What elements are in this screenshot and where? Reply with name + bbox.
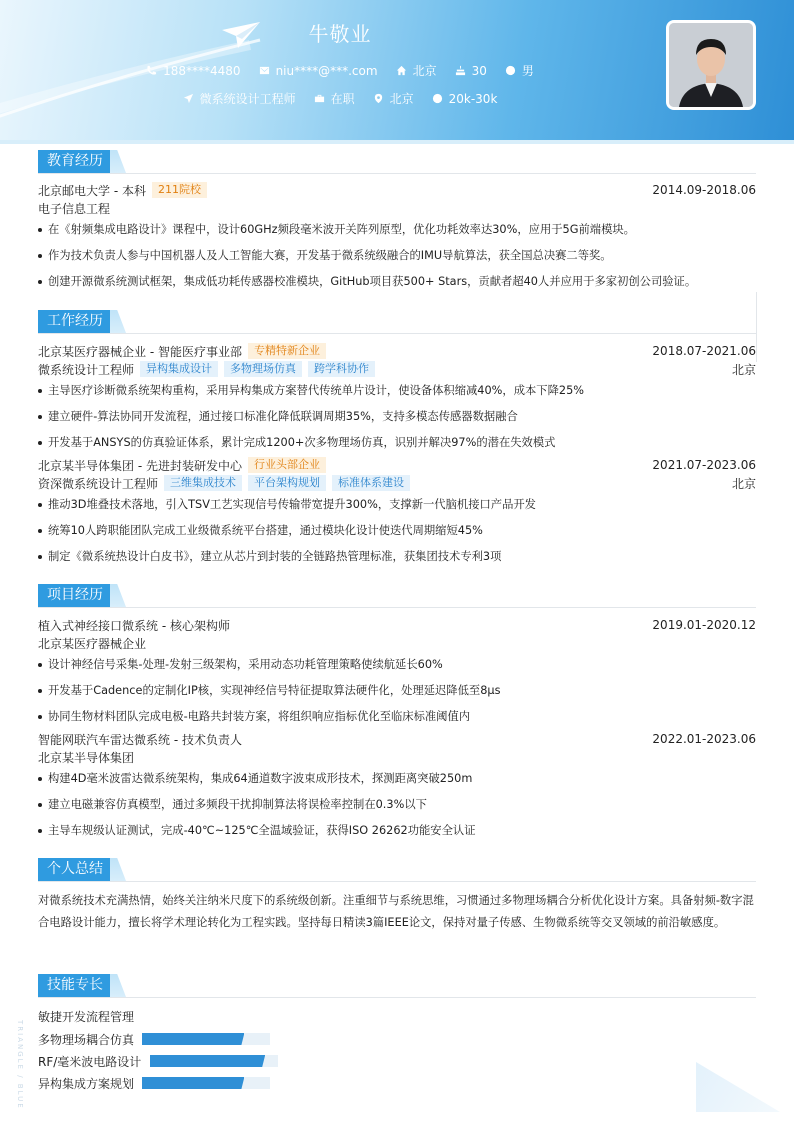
section-title-tail xyxy=(110,858,126,881)
section-title-label: 项目经历 xyxy=(38,584,112,607)
age-text: 30 xyxy=(471,63,487,78)
money-icon xyxy=(432,93,443,104)
school-name: 北京邮电大学 - 本科 xyxy=(38,183,146,198)
gender-info xyxy=(505,62,534,79)
salary-text: 20k-30k xyxy=(448,91,498,106)
role-tag: 跨学科协作 xyxy=(308,361,375,377)
skill-name: 多物理场耦合仿真 xyxy=(38,1032,135,1047)
skill-bar xyxy=(150,1055,278,1067)
job-bullets xyxy=(38,492,756,570)
summary-section xyxy=(38,858,756,934)
section-title xyxy=(38,974,756,998)
candidate-name: 牛敬业 xyxy=(308,22,372,46)
skill-item xyxy=(38,1050,399,1072)
position-info xyxy=(183,90,296,107)
job-location: 北京 xyxy=(731,476,756,491)
project-bullets xyxy=(38,766,756,844)
list-item: 创建开源微系统测试框架，集成低功耗传感器校准模块，GitHub项目获500+ Stars，贡献者超40人并应用于多家初创公司验证。 xyxy=(38,269,756,295)
status-info xyxy=(314,90,355,107)
section-title-label: 个人总结 xyxy=(38,858,112,881)
list-item: 开发基于Cadence的定制化IP核，实现神经信号特征提取算法硬件化，处理延迟降低至8μs xyxy=(38,678,756,704)
list-item: 建立硬件-算法协同开发流程，通过接口标准化降低联调周期35%，支持多模态传感器数据融合 xyxy=(38,404,756,430)
section-title-tail xyxy=(110,310,126,333)
send-icon xyxy=(183,93,194,104)
resume-header xyxy=(0,0,794,140)
skill-item xyxy=(38,1072,399,1094)
company-name: 北京某医疗器械企业 - 智能医疗事业部 xyxy=(38,344,242,359)
skill-name: RF/毫米波电路设计 xyxy=(38,1054,142,1069)
company-tag: 行业头部企业 xyxy=(248,457,326,473)
section-title xyxy=(38,150,756,174)
project-head xyxy=(38,616,756,634)
project-org: 北京某半导体集团 xyxy=(38,750,135,765)
skill-bar xyxy=(142,1077,270,1089)
major: 电子信息工程 xyxy=(38,201,111,216)
side-watermark-text: TRIANGLE / BLUE xyxy=(16,1020,24,1110)
phone-info xyxy=(146,62,240,79)
location-pin-icon xyxy=(373,93,384,104)
school-tag: 211院校 xyxy=(152,182,207,198)
project-org: 北京某医疗器械企业 xyxy=(38,636,147,651)
list-item: 协同生物材料团队完成电极-电路共封装方案，将组织响应指标优化至临床标准阈值内 xyxy=(38,704,756,730)
age-info xyxy=(455,62,487,79)
list-item: 主导车规级认证测试，完成-40℃~125℃全温域验证，获得ISO 26262功能安全认证 xyxy=(38,818,756,844)
position-text: 微系统设计工程师 xyxy=(199,92,296,106)
list-item: 设计神经信号采集-处理-发射三级架构，采用动态功耗管理策略使续航延长60% xyxy=(38,652,756,678)
list-item: 统筹10人跨职能团队完成工业级微系统平台搭建，通过模块化设计使迭代周期缩短45% xyxy=(38,518,756,544)
project-name: 植入式神经接口微系统 - 核心架构师 xyxy=(38,618,230,633)
section-title-tail xyxy=(110,584,126,607)
city-text: 北京 xyxy=(412,64,437,78)
summary-text: 对微系统技术充满热情，始终关注纳米尺度下的系统级创新。注重细节与系统思维，习惯通过多物理场耦合分析优化设计方案。具备射频-数字混合电路设计能力，擅长将学术理论转化为工程实践。坚持每日精读3篇IEEE论文，保持对量子传感、生物微系统等交叉领域的前沿敏感度。 xyxy=(38,894,754,929)
role-tag: 标准体系建设 xyxy=(332,475,410,491)
job-entry xyxy=(38,456,756,570)
contact-row xyxy=(0,62,680,79)
work-section xyxy=(38,310,756,570)
list-item: 构建4D毫米波雷达微系统架构，集成64通道数字波束成形技术，探测距离突破250m xyxy=(38,766,756,792)
email-text: niu****@***.com xyxy=(275,63,378,78)
skill-bar xyxy=(142,1033,270,1045)
job-location: 北京 xyxy=(731,362,756,377)
education-major-row xyxy=(38,199,756,217)
status-text: 在职 xyxy=(330,92,355,106)
phone-icon xyxy=(146,65,157,76)
project-entry xyxy=(38,730,756,844)
job-period: 2021.07-2023.06 xyxy=(652,458,756,472)
list-item: 主导医疗诊断微系统架构重构，采用异构集成方案替代传统单片设计，使设备体积缩减40%，成本下降25% xyxy=(38,378,756,404)
divider-line xyxy=(756,292,757,362)
company-name: 北京某半导体集团 - 先进封装研发中心 xyxy=(38,458,242,473)
education-period: 2014.09-2018.06 xyxy=(652,183,756,197)
section-title xyxy=(38,858,756,882)
gender-text: 男 xyxy=(521,64,534,78)
skill-bar-fill xyxy=(142,1033,244,1045)
job-role-row xyxy=(38,360,756,378)
section-title-label: 工作经历 xyxy=(38,310,112,333)
role-tag: 多物理场仿真 xyxy=(224,361,302,377)
job-role: 资深微系统设计工程师 xyxy=(38,476,159,491)
section-title xyxy=(38,584,756,608)
home-icon xyxy=(396,65,407,76)
list-item: 推动3D堆叠技术落地，引入TSV工艺实现信号传输带宽提升300%，支撑新一代脑机接口产品开发 xyxy=(38,492,756,518)
role-tag: 平台架构规划 xyxy=(248,475,326,491)
project-bullets xyxy=(38,652,756,730)
job-role: 微系统设计工程师 xyxy=(38,362,135,377)
salary-info xyxy=(432,90,498,107)
project-name: 智能网联汽车雷达微系统 - 技术负责人 xyxy=(38,732,242,747)
job-intent-row xyxy=(0,90,680,107)
target-city-info xyxy=(373,90,414,107)
job-bullets xyxy=(38,378,756,456)
education-entry-head xyxy=(38,181,756,199)
gender-icon xyxy=(505,65,516,76)
job-head xyxy=(38,342,756,360)
project-period: 2019.01-2020.12 xyxy=(652,618,756,632)
skill-grid xyxy=(38,1028,756,1094)
skill-bar-fill xyxy=(150,1055,265,1067)
skill-name: 异构集成方案规划 xyxy=(38,1076,135,1091)
company-tag: 专精特新企业 xyxy=(248,343,326,359)
avatar xyxy=(666,20,756,110)
section-title xyxy=(38,310,756,334)
list-item: 在《射频集成电路设计》课程中，设计60GHz频段毫米波开关阵列原型，优化功耗效率达30%，应用于5G前端模块。 xyxy=(38,217,756,243)
mail-icon xyxy=(259,65,270,76)
list-item: 作为技术负责人参与中国机器人及人工智能大赛，开发基于微系统级融合的IMU导航算法，获全国总决赛二等奖。 xyxy=(38,243,756,269)
job-head xyxy=(38,456,756,474)
cake-icon xyxy=(455,65,466,76)
skill-bar-fill xyxy=(142,1077,244,1089)
project-org-row xyxy=(38,748,756,766)
briefcase-icon xyxy=(314,93,325,104)
list-item: 制定《微系统热设计白皮书》，建立从芯片到封装的全链路热管理标准，获集团技术专利3项 xyxy=(38,544,756,570)
role-tag: 异构集成设计 xyxy=(140,361,218,377)
job-period: 2018.07-2021.06 xyxy=(652,344,756,358)
project-period: 2022.01-2023.06 xyxy=(652,732,756,746)
job-role-row xyxy=(38,474,756,492)
skills-list xyxy=(38,998,756,1094)
role-tag: 三维集成技术 xyxy=(164,475,242,491)
email-info xyxy=(259,62,378,79)
list-item: 开发基于ANSYS的仿真验证体系，累计完成1200+次多物理场仿真，识别并解决97%的潜在失效模式 xyxy=(38,430,756,456)
skill-item xyxy=(38,1028,399,1050)
portrait-photo xyxy=(669,23,753,107)
header-underline xyxy=(0,140,794,144)
education-bullets xyxy=(38,217,756,295)
city-info xyxy=(396,62,437,79)
list-item: 建立电磁兼容仿真模型，通过多频段干扰抑制算法将误检率控制在0.3%以下 xyxy=(38,792,756,818)
section-title-tail xyxy=(110,150,126,173)
project-entry xyxy=(38,616,756,730)
project-head xyxy=(38,730,756,748)
project-org-row xyxy=(38,634,756,652)
section-title-label: 技能专长 xyxy=(38,974,112,997)
section-title-label: 教育经历 xyxy=(38,150,112,173)
job-entry xyxy=(38,342,756,456)
skills-section xyxy=(38,974,756,1094)
education-section xyxy=(38,150,756,295)
skill-plain: 敏捷开发流程管理 xyxy=(38,1010,135,1024)
phone-text: 188****4480 xyxy=(163,63,241,78)
target-city-text: 北京 xyxy=(389,92,414,106)
section-title-tail xyxy=(110,974,126,997)
projects-section xyxy=(38,584,756,844)
